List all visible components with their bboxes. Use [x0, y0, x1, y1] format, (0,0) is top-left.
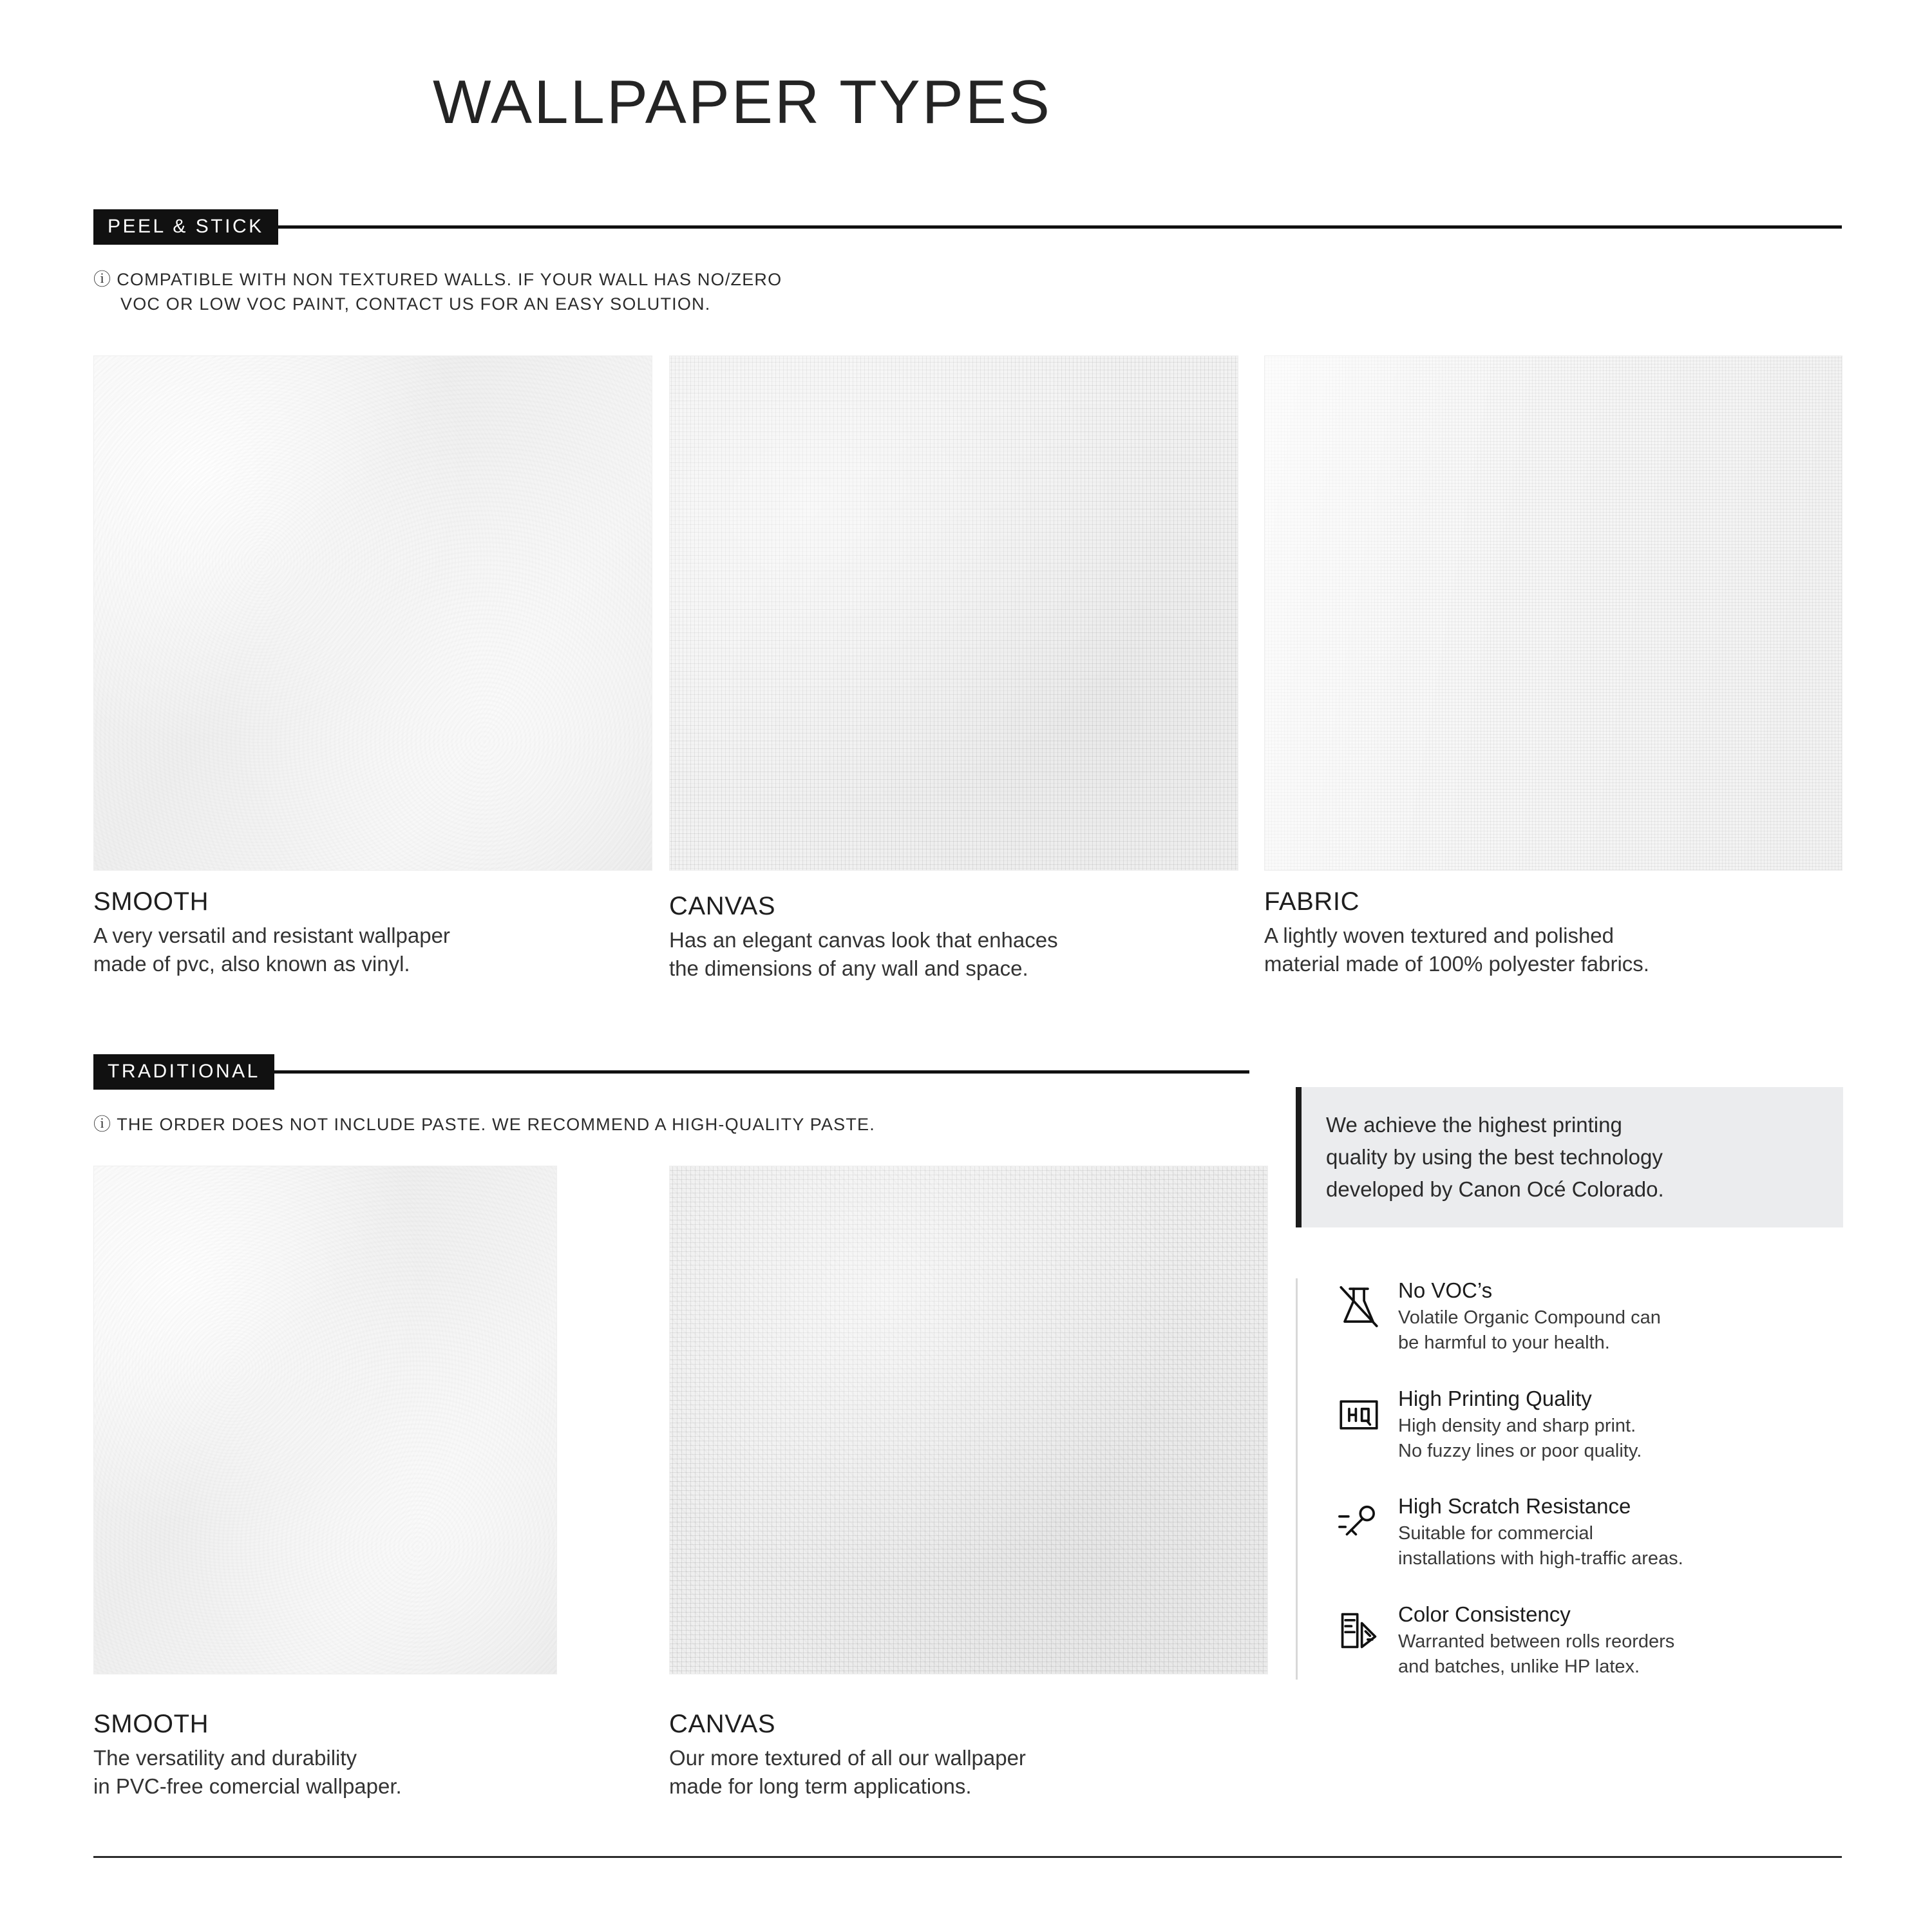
- feature-high-printing-quality: [1331, 1387, 1862, 1464]
- caption-body: [1264, 922, 1844, 978]
- feature-no-voc: [1331, 1278, 1862, 1356]
- feature-body-line-1: Warranted between rolls reorders: [1398, 1631, 1675, 1653]
- caption-peel-canvas: [669, 892, 1242, 983]
- feature-body-line-1: High density and sharp print.: [1398, 1415, 1636, 1436]
- caption-body: [669, 926, 1242, 983]
- feature-body: [1398, 1521, 1683, 1571]
- caption-body-line-1: A lightly woven textured and polished: [1264, 923, 1615, 947]
- scratch-resistance-icon-svg: [1335, 1499, 1383, 1546]
- feature-body-line-2: installations with high-traffic areas.: [1398, 1548, 1683, 1569]
- feature-text: [1398, 1602, 1674, 1680]
- color-consistency-icon: [1331, 1605, 1387, 1656]
- feature-body-line-2: No fuzzy lines or poor quality.: [1398, 1440, 1642, 1461]
- caption-body-line-1: A very versatil and resistant wallpaper: [93, 923, 450, 947]
- quote-callout: [1296, 1087, 1843, 1227]
- swatch-traditional-smooth: [93, 1166, 557, 1674]
- feature-text: [1398, 1494, 1683, 1571]
- caption-body-line-2: made of pvc, also known as vinyl.: [93, 951, 410, 976]
- section-tag-traditional: TRADITIONAL: [93, 1054, 274, 1090]
- note-peel-stick: [93, 267, 1188, 317]
- feature-title: High Scratch Resistance: [1398, 1494, 1631, 1519]
- feature-title: No VOC’s: [1398, 1278, 1493, 1302]
- caption-peel-smooth: [93, 887, 647, 978]
- swatch-peel-smooth: [93, 355, 652, 871]
- hq-print-icon: [1331, 1389, 1387, 1441]
- section-divider: [278, 225, 1842, 229]
- note-traditional: [93, 1112, 1188, 1137]
- no-voc-icon: [1331, 1281, 1387, 1332]
- section-divider: [274, 1070, 1249, 1074]
- info-icon: ⓘ: [93, 1115, 112, 1134]
- page-title: WALLPAPER TYPES: [433, 68, 1052, 137]
- caption-body: [669, 1744, 1249, 1801]
- caption-traditional-canvas: [669, 1710, 1249, 1801]
- feature-title: Color Consistency: [1398, 1602, 1571, 1627]
- feature-high-scratch-resistance: [1331, 1494, 1862, 1571]
- caption-body-line-1: Has an elegant canvas look that enhaces: [669, 928, 1058, 952]
- feature-color-consistency: [1331, 1602, 1862, 1680]
- feature-body: [1398, 1305, 1661, 1356]
- section-tag-peel-stick: PEEL & STICK: [93, 209, 278, 245]
- feature-body: [1398, 1629, 1674, 1680]
- feature-body-line-2: and batches, unlike HP latex.: [1398, 1656, 1640, 1678]
- caption-body-line-1: The versatility and durability: [93, 1746, 357, 1770]
- caption-body-line-2: made for long term applications.: [669, 1774, 972, 1798]
- note-line-1: THE ORDER DOES NOT INCLUDE PASTE. WE RECOMMEND A HIGH-QUALITY PASTE.: [117, 1115, 875, 1134]
- features-list: [1296, 1278, 1862, 1680]
- note-line-2: VOC OR LOW VOC PAINT, CONTACT US FOR AN EASY SOLUTION.: [120, 294, 711, 314]
- no-voc-icon-svg: [1335, 1283, 1383, 1331]
- footer-divider: [93, 1856, 1842, 1858]
- caption-body: [93, 922, 647, 978]
- swatch-traditional-canvas: [669, 1166, 1268, 1674]
- feature-body-line-1: Volatile Organic Compound can: [1398, 1307, 1661, 1328]
- quote-line-1: We achieve the highest printing: [1326, 1113, 1622, 1137]
- caption-body-line-2: in PVC-free comercial wallpaper.: [93, 1774, 402, 1798]
- info-icon: ⓘ: [93, 270, 112, 289]
- swatch-peel-canvas: [669, 355, 1238, 871]
- feature-text: [1398, 1387, 1642, 1464]
- caption-title: CANVAS: [669, 892, 776, 920]
- section-header-peel-stick: [93, 209, 1842, 245]
- section-header-traditional: [93, 1054, 1249, 1090]
- caption-body-line-2: the dimensions of any wall and space.: [669, 956, 1028, 980]
- feature-body-line-1: Suitable for commercial: [1398, 1523, 1593, 1544]
- caption-title: SMOOTH: [93, 1710, 209, 1738]
- feature-text: [1398, 1278, 1661, 1356]
- feature-title: High Printing Quality: [1398, 1386, 1592, 1410]
- quote-text: [1326, 1109, 1817, 1206]
- caption-body: [93, 1744, 641, 1801]
- caption-body-line-2: material made of 100% polyester fabrics.: [1264, 951, 1649, 976]
- feature-body: [1398, 1414, 1642, 1464]
- scratch-resistance-icon: [1331, 1497, 1387, 1548]
- caption-title: SMOOTH: [93, 887, 209, 916]
- quote-line-3: developed by Canon Océ Colorado.: [1326, 1177, 1664, 1202]
- note-line-1: COMPATIBLE WITH NON TEXTURED WALLS. IF YOUR WALL HAS NO/ZERO: [117, 270, 782, 289]
- caption-body-line-1: Our more textured of all our wallpaper: [669, 1746, 1026, 1770]
- color-consistency-icon-svg: [1335, 1607, 1383, 1654]
- feature-body-line-2: be harmful to your health.: [1398, 1332, 1610, 1353]
- caption-title: FABRIC: [1264, 887, 1360, 916]
- caption-peel-fabric: [1264, 887, 1844, 978]
- caption-traditional-smooth: [93, 1710, 641, 1801]
- quote-line-2: quality by using the best technology: [1326, 1145, 1663, 1170]
- caption-title: CANVAS: [669, 1710, 776, 1738]
- hq-print-icon-svg: [1335, 1391, 1383, 1439]
- swatch-peel-fabric: [1264, 355, 1842, 871]
